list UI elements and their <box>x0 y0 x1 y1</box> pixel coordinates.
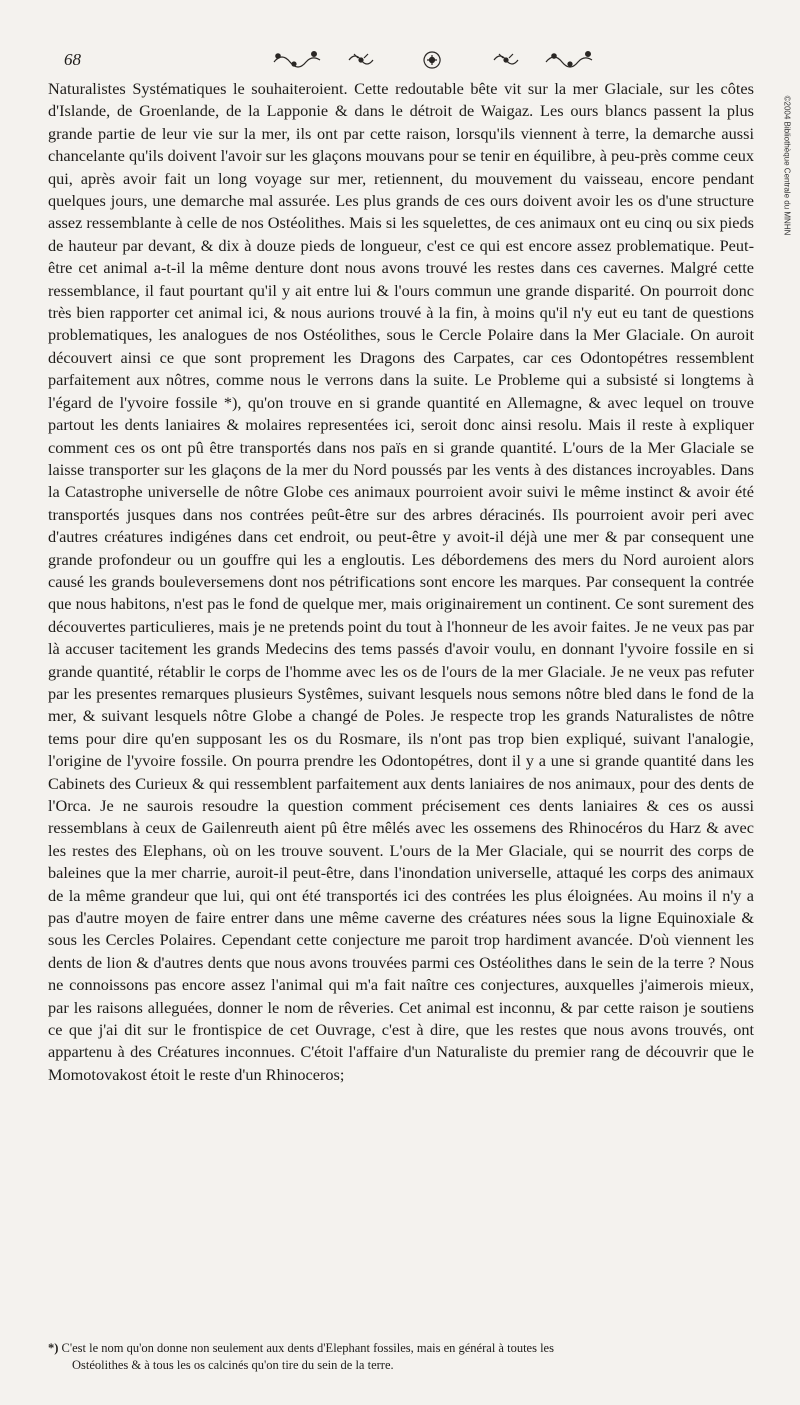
page-header <box>64 48 744 72</box>
footnote-marker: *) <box>48 1341 59 1355</box>
main-text <box>48 78 754 1086</box>
floral-ornament-icon <box>264 48 614 70</box>
footnote-text-2: Ostéolithes & à tous les os calcinés qu'on tire du sein de la terre. <box>72 1358 394 1372</box>
footnote <box>48 1340 754 1374</box>
watermark-text: ©2004 Bibliothèque Centrale du MNHN <box>782 95 792 235</box>
footnote-text-1: C'est le nom qu'on donne non seulement aux dents d'Elephant fossiles, mais en général à toutes les <box>61 1341 554 1355</box>
footnote-line-1 <box>48 1340 754 1357</box>
library-watermark <box>780 0 794 330</box>
page-number: 68 <box>64 50 81 69</box>
body-paragraph: Naturalistes Systématiques le souhaiteroient. Cette redoutable bête vit sur la mer Glaciale, sur les côtes d'Islande, de Groenlande, de la Lapponie & dans le détroit de Waigaz. Les ours blancs passent la plus grande partie de leur vie sur la mer, ils ont par cette raison, lorsqu'ils viennent à terre, la demarche aussi chancelante qu'ils doivent l'avoir sur les glaçons mouvans pour se tenir en équilibre, à peu-près comme ceux qui, après avoir fait un long voyage sur mer, retiennent, du mouvement du vaisseau, encore pendant quelques jours, une demarche mal assurée. Les plus grands de ces ours doivent avoir les os d'une structure assez ressemblante à celle de nos Ostéolithes. Mais si les squelettes, de ces animaux ont eu cinq ou six pieds de hauteur par devant, & dix à douze pieds de longueur, c'est ce qui est encore assez problematique. Peut-être cet animal a-t-il la même denture dont nous avons trouvé les restes dans ces cavernes. Malgré cette ressemblance, il faut pourtant qu'il y ait entre lui & l'ours commun une grande disparité. On pourroit donc très bien rapporter cet animal ici, & nous aurions trouvé à la fin, à moins qu'il n'y eut eu tant de questions problematiques, les analogues de nos Ostéolithes, sous le Cercle Polaire dans la Mer Glaciale. On auroit découvert ainsi ce que sont proprement les Dragons des Carpates, car ces Odontopétres ressemblent parfaitement aux nôtres, comme nous le verrons dans la suite. Le Probleme qui a subsisté si longtems à l'égard de l'yvoire fossile *), qu'on trouve en si grande quantité en Allemagne, & avec lequel on trouve partout les dents laniaires & molaires representées ici, seroit donc ainsi resolu. Mais il reste à expliquer comment ces os ont pû être transportés dans nos païs en si grande quantité. L'ours de la Mer Glaciale se laisse transporter sur les glaçons de la mer du Nord poussés par les vents à des distances incroyables. Dans la Catastrophe universelle de nôtre Globe ces animaux pourroient avoir suivi le même instinct & avoir été transportés jusques dans nos contrées peût-être sur des arbres déracinés. Ils pourroient avoir peri avec d'autres créatures indigénes dans cet endroit, ou peut-être y avoit-il déjà une mer & par consequent une grande profondeur ou un gouffre qui les a engloutis. Les débordemens des mers du Nord auroient alors causé les grands bouleversemens dont nos pétrifications sont encore les marques. Par consequent la contrée que nous habitons, n'est pas le fond de quelque mer, mais originairement un continent. Ce sont surement des découvertes particulieres, mais je ne pretends point du tout à l'honneur de les avoir faites. Je ne veux pas par là accuser tacitement les grands Medecins des tems passés d'avoir voulu, en donnant l'yvoire fossile en si grande quantité, rétablir le corps de l'homme avec les os de l'ours de la mer Glaciale. Je ne veux pas refuter par les presentes remarques plusieurs Systêmes, suivant lesquels nous semons nôtre bled dans le fond de la mer, & suivant lesquels nôtre Globe a changé de Poles. Je respecte trop les grands Naturalistes de nôtre tems pour dire qu'en supposant les os du Rosmare, ils n'ont pas trop bien expliqué, suivant l'analogie, l'origine de l'yvoire fossile. On pourra prendre les Odontopétres, dont il y a une si grande quantité dans les Cabinets des Curieux & qui ressemblent parfaitement aux dents laniaires de nos animaux, pour des dents de l'Orca. Je ne saurois resoudre la question comment précisement ces dents laniaires & ces os aussi ressemblans à ceux de Gailenreuth aient pû être mêlés avec les ossemens des Rhinocéros du Harz & avec les restes des Elephans, où on les trouve souvent. L'ours de la Mer Glaciale, qui se nourrit des corps de baleines que la mer charrie, auroit-il peut-être, dans l'inondation universelle, attaqué les corps des animaux de la même grandeur que lui, qui ont été transportés ici des contrées les plus éloignées. Au moins il n'y a pas d'autre moyen de faire entrer dans une même caverne des créatures nées sous la ligne Equinoxiale & sous les Cercles Polaires. Cependant cette conjecture me paroit trop hardiment avancée. D'où viennent les dents de lion & d'autres dents que nous avons trouvées parmi ces Ostéolithes dans le sein de la terre ? Nous ne connoissons pas encore assez l'animal qui m'a fait naître ces conjectures, auxquelles j'aimerois mieux, par les raisons alleguées, donner le nom de rêveries. Cet animal est inconnu, & par cette raison je soutiens ce que j'ai dit sur le frontispice de cet Ouvrage, c'est à dire, que les restes que nous avons trouvés, ont appartenu à des Créatures inconnues. C'étoit l'affaire d'un Naturaliste du premier rang de découvrir que le Momotovakost étoit le reste d'un Rhinoceros; <box>48 79 754 1084</box>
